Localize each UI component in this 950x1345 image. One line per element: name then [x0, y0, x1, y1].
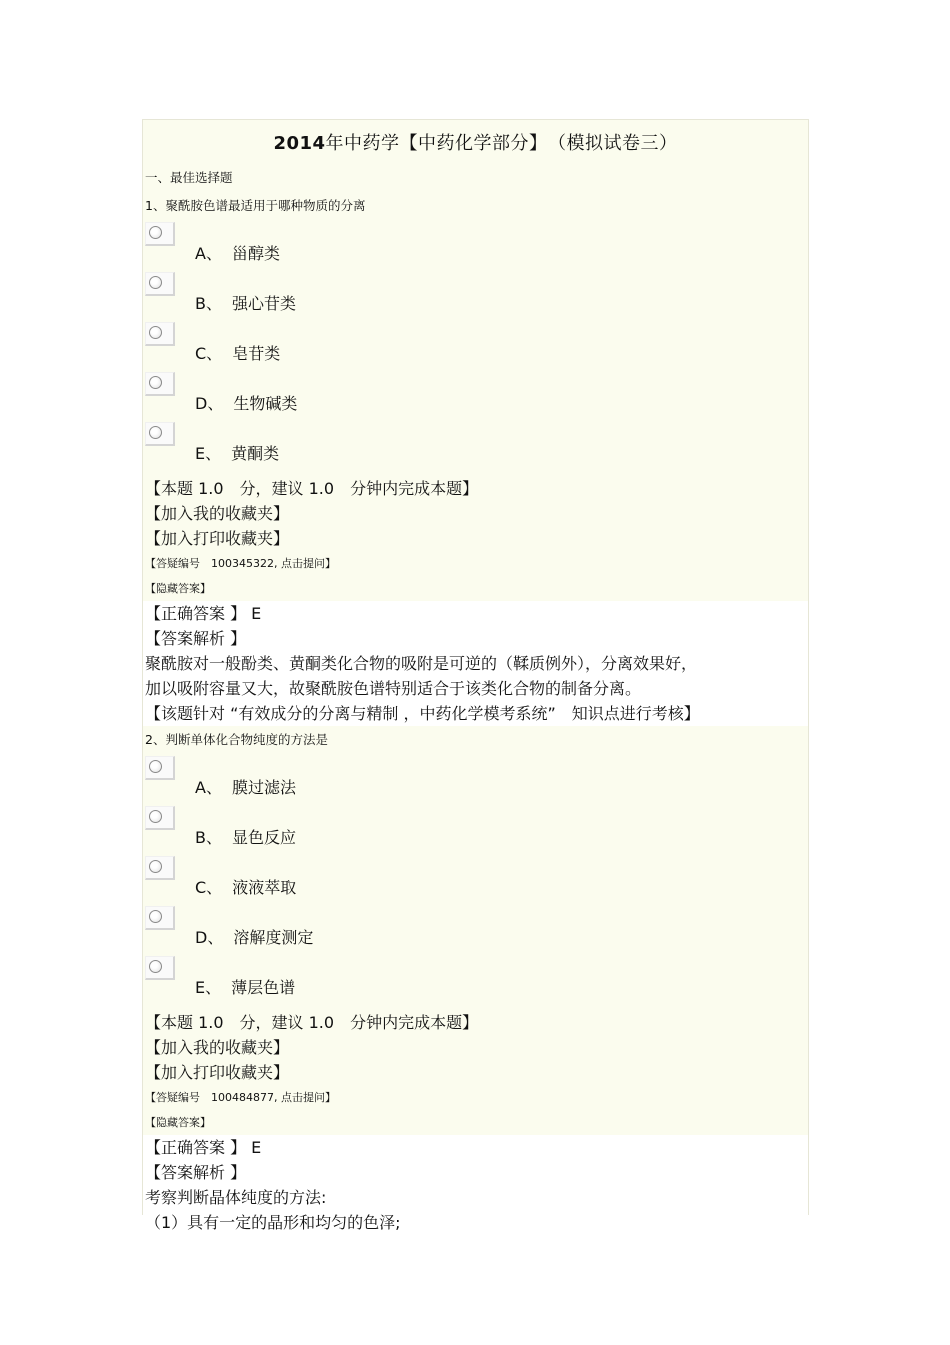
option-label [195, 227, 280, 264]
analysis-line: 考察判断晶体纯度的方法: [145, 1188, 327, 1207]
exam-page [142, 119, 809, 1232]
option-letter: B、 [195, 293, 222, 313]
question-body [143, 192, 808, 601]
question-body [143, 726, 808, 1135]
question-stem: 2、判断单体化合物纯度的方法是 [145, 732, 328, 747]
option-letter: E、 [195, 977, 222, 997]
answer-option[interactable] [143, 270, 808, 320]
analysis-line: （1）具有一定的晶形和均匀的色泽; [145, 1213, 401, 1232]
option-letter: C、 [195, 877, 223, 897]
option-text: 膜过滤法 [231, 777, 296, 797]
answer-section [143, 1135, 808, 1235]
analysis-line: 聚酰胺对一般酚类、黄酮类化合物的吸附是可逆的（鞣质例外），分离效果好， [145, 654, 698, 673]
option-label [195, 377, 297, 414]
option-text: 显色反应 [231, 827, 296, 847]
answer-section [143, 601, 808, 726]
option-text: 皂苷类 [232, 343, 281, 363]
option-text: 甾醇类 [231, 243, 280, 263]
question-id-link[interactable]: 【答疑编号 100484877, 点击提问】 [145, 1091, 336, 1104]
option-label [195, 327, 280, 364]
answer-option[interactable] [143, 854, 808, 904]
option-label [195, 811, 296, 848]
question-stem: 1、聚酰胺色谱最适用于哪种物质的分离 [145, 198, 366, 213]
option-label [195, 761, 296, 798]
option-text: 黄酮类 [231, 443, 280, 463]
radio-button-icon[interactable] [145, 222, 175, 246]
question-id-link[interactable]: 【答疑编号 100345322, 点击提问】 [145, 557, 336, 570]
option-text: 生物碱类 [233, 393, 298, 413]
option-letter: D、 [195, 393, 224, 413]
option-letter: A、 [195, 243, 222, 263]
correct-answer: 【正确答案 】 E [145, 1138, 262, 1157]
answer-option[interactable] [143, 904, 808, 954]
radio-button-icon[interactable] [145, 856, 175, 880]
score-info: 【本题 1.0 分，建议 1.0 分钟内完成本题】 [145, 479, 479, 498]
radio-button-icon[interactable] [145, 806, 175, 830]
correct-answer: 【正确答案 】 E [145, 604, 262, 623]
answer-option[interactable] [143, 220, 808, 270]
add-print-favorites-link[interactable]: 【加入打印收藏夹】 [145, 529, 290, 548]
radio-button-icon[interactable] [145, 906, 175, 930]
section-heading: 一、最佳选择题 [143, 164, 808, 192]
answer-option[interactable] [143, 754, 808, 804]
answer-option[interactable] [143, 954, 808, 1004]
option-text: 溶解度测定 [233, 927, 314, 947]
radio-button-icon[interactable] [145, 956, 175, 980]
option-letter: C、 [195, 343, 223, 363]
option-text: 薄层色谱 [231, 977, 296, 997]
title-year: 2014 [273, 133, 326, 154]
option-text: 液液萃取 [232, 877, 297, 897]
add-print-favorites-link[interactable]: 【加入打印收藏夹】 [145, 1063, 290, 1082]
option-label [195, 277, 296, 314]
option-label [195, 911, 313, 948]
analysis-label: 【答案解析 】 [145, 1163, 247, 1182]
answer-option[interactable] [143, 320, 808, 370]
radio-button-icon[interactable] [145, 322, 175, 346]
question-list [143, 192, 808, 1235]
page-title [273, 129, 677, 155]
option-label [195, 861, 296, 898]
answer-option[interactable] [143, 420, 808, 470]
option-label [195, 961, 295, 998]
hide-answer-link[interactable]: 【隐藏答案】 [145, 1116, 211, 1129]
option-text: 强心苷类 [231, 293, 296, 313]
answer-option[interactable] [143, 370, 808, 420]
hide-answer-link[interactable]: 【隐藏答案】 [145, 582, 211, 595]
title-row [143, 120, 808, 164]
analysis-line: 【该题针对 “有效成分的分离与精制 ，中药化学模考系统” 知识点进行考核】 [145, 704, 700, 723]
score-info: 【本题 1.0 分，建议 1.0 分钟内完成本题】 [145, 1013, 479, 1032]
radio-button-icon[interactable] [145, 372, 175, 396]
add-favorites-link[interactable]: 【加入我的收藏夹】 [145, 504, 290, 523]
option-letter: D、 [195, 927, 224, 947]
question-block [143, 726, 808, 1235]
radio-button-icon[interactable] [145, 272, 175, 296]
analysis-label: 【答案解析 】 [145, 629, 247, 648]
title-text: 年中药学【中药化学部分】 （模拟试卷三） [325, 133, 678, 154]
radio-button-icon[interactable] [145, 422, 175, 446]
add-favorites-link[interactable]: 【加入我的收藏夹】 [145, 1038, 290, 1057]
option-letter: B、 [195, 827, 222, 847]
answer-option[interactable] [143, 804, 808, 854]
option-label [195, 427, 279, 464]
question-block [143, 192, 808, 726]
option-letter: E、 [195, 443, 222, 463]
option-letter: A、 [195, 777, 222, 797]
radio-button-icon[interactable] [145, 756, 175, 780]
analysis-line: 加以吸附容量又大，故聚酰胺色谱特别适合于该类化合物的制备分离。 [145, 679, 642, 698]
